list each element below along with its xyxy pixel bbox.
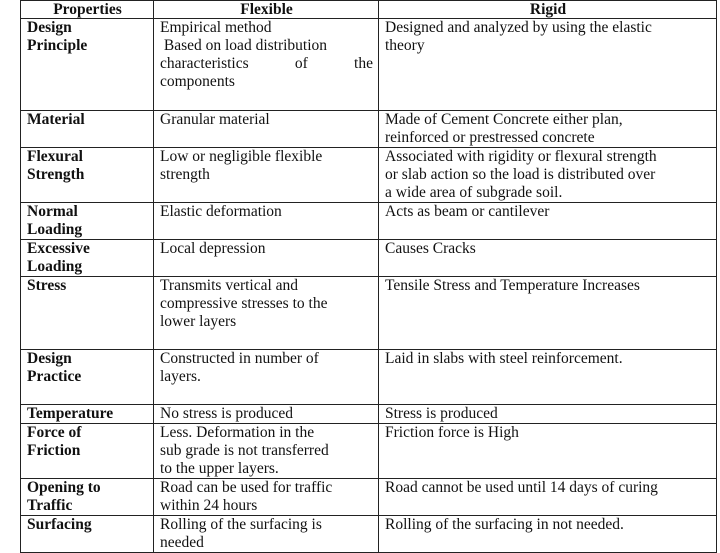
flexible-cell — [154, 405, 379, 424]
property-cell — [21, 516, 154, 553]
flexible-line: Based on load distribution — [160, 37, 328, 54]
rigid-line: or slab action so the load is distributed over — [385, 166, 656, 183]
flexible-line: Road can be used for traffic — [160, 479, 333, 496]
flexible-cell — [154, 350, 379, 405]
rigid-cell — [379, 19, 717, 111]
property-line: Temperature — [27, 405, 114, 422]
flexible-line: lower layers — [160, 313, 237, 330]
table-row-surfacing — [21, 516, 717, 553]
header-properties: Properties — [21, 1, 154, 19]
property-cell — [21, 111, 154, 148]
rigid-cell — [379, 111, 717, 148]
flexible-cell — [154, 111, 379, 148]
rigid-cell — [379, 203, 717, 240]
flexible-line: layers. — [160, 368, 201, 385]
property-line: Surfacing — [27, 516, 92, 533]
flexible-cell — [154, 240, 379, 277]
comparison-table — [20, 0, 717, 553]
flexible-cell — [154, 203, 379, 240]
rigid-line: Laid in slabs with steel reinforcement. — [385, 350, 623, 367]
property-cell — [21, 203, 154, 240]
table-row-flexural-strength — [21, 148, 717, 203]
rigid-line: Rolling of the surfacing in not needed. — [385, 516, 624, 533]
rigid-cell — [379, 148, 717, 203]
property-line: Practice — [27, 368, 82, 385]
rigid-line: a wide area of subgrade soil. — [385, 184, 563, 201]
property-cell — [21, 148, 154, 203]
flexible-cell — [154, 148, 379, 203]
flexible-cell — [154, 479, 379, 516]
property-line: Normal — [27, 203, 78, 220]
rigid-cell — [379, 405, 717, 424]
header-row — [21, 1, 717, 19]
property-line: Stress — [27, 277, 67, 294]
rigid-line: reinforced or prestressed concrete — [385, 129, 595, 146]
table-row-stress — [21, 277, 717, 350]
property-line: Material — [27, 111, 85, 128]
property-line: Force of — [27, 424, 82, 441]
property-cell — [21, 405, 154, 424]
table-row-design-practice — [21, 350, 717, 405]
rigid-line: Tensile Stress and Temperature Increases — [385, 277, 640, 294]
flexible-line: Rolling of the surfacing is — [160, 516, 322, 533]
property-line: Excessive — [27, 240, 90, 257]
rigid-line: Causes Cracks — [385, 240, 476, 257]
flexible-line: Constructed in number of — [160, 350, 319, 367]
rigid-cell — [379, 516, 717, 553]
rigid-line: Associated with rigidity or flexural strength — [385, 148, 657, 165]
rigid-line: Road cannot be used until 14 days of curing — [385, 479, 658, 496]
rigid-line: Acts as beam or cantilever — [385, 203, 550, 220]
property-cell — [21, 277, 154, 350]
property-cell — [21, 479, 154, 516]
flexible-line: components — [160, 73, 235, 90]
flexible-line: Empirical method — [160, 19, 272, 36]
property-line: Flexural — [27, 148, 83, 165]
property-line: Loading — [27, 221, 83, 238]
property-line: Design — [27, 19, 72, 36]
flexible-line: No stress is produced — [160, 405, 294, 422]
property-line: Strength — [27, 166, 85, 183]
property-line: Loading — [27, 258, 83, 275]
rigid-line: Friction force is High — [385, 424, 519, 441]
property-cell — [21, 350, 154, 405]
flexible-cell — [154, 516, 379, 553]
rigid-cell — [379, 479, 717, 516]
rigid-line: theory — [385, 37, 425, 54]
flexible-line: compressive stresses to the — [160, 295, 328, 312]
property-line: Traffic — [27, 497, 73, 514]
flexible-line: characteristics of the — [160, 55, 373, 72]
property-line: Friction — [27, 442, 81, 459]
table-row-excessive-loading — [21, 240, 717, 277]
property-cell — [21, 19, 154, 111]
header-flexible: Flexible — [154, 1, 379, 19]
flexible-line: Elastic deformation — [160, 203, 282, 220]
flexible-cell — [154, 424, 379, 479]
table-row-opening-to-traffic — [21, 479, 717, 516]
flexible-line: Transmits vertical and — [160, 277, 299, 294]
property-line: Design — [27, 350, 72, 367]
table-row-material — [21, 111, 717, 148]
rigid-cell — [379, 277, 717, 350]
flexible-line: Low or negligible flexible — [160, 148, 323, 165]
flexible-line: within 24 hours — [160, 497, 258, 514]
flexible-cell — [154, 277, 379, 350]
rigid-line: Stress is produced — [385, 405, 498, 422]
flexible-line: sub grade is not transferred — [160, 442, 329, 459]
flexible-line: Local depression — [160, 240, 266, 257]
table-row-temperature — [21, 405, 717, 424]
property-cell — [21, 240, 154, 277]
rigid-line: Designed and analyzed by using the elastic — [385, 19, 652, 36]
header-rigid: Rigid — [379, 1, 717, 19]
rigid-cell — [379, 240, 717, 277]
flexible-line: strength — [160, 166, 210, 183]
flexible-cell — [154, 19, 379, 111]
table-row-normal-loading — [21, 203, 717, 240]
flexible-line: Less. Deformation in the — [160, 424, 315, 441]
flexible-line: needed — [160, 534, 204, 551]
flexible-line: Granular material — [160, 111, 270, 128]
property-line: Opening to — [27, 479, 101, 496]
property-cell — [21, 424, 154, 479]
rigid-cell — [379, 424, 717, 479]
rigid-cell — [379, 350, 717, 405]
table-row-force-of-friction — [21, 424, 717, 479]
table-row-design-principle — [21, 19, 717, 111]
flexible-line: to the upper layers. — [160, 460, 279, 477]
rigid-line: Made of Cement Concrete either plan, — [385, 111, 623, 128]
property-line: Principle — [27, 37, 88, 54]
